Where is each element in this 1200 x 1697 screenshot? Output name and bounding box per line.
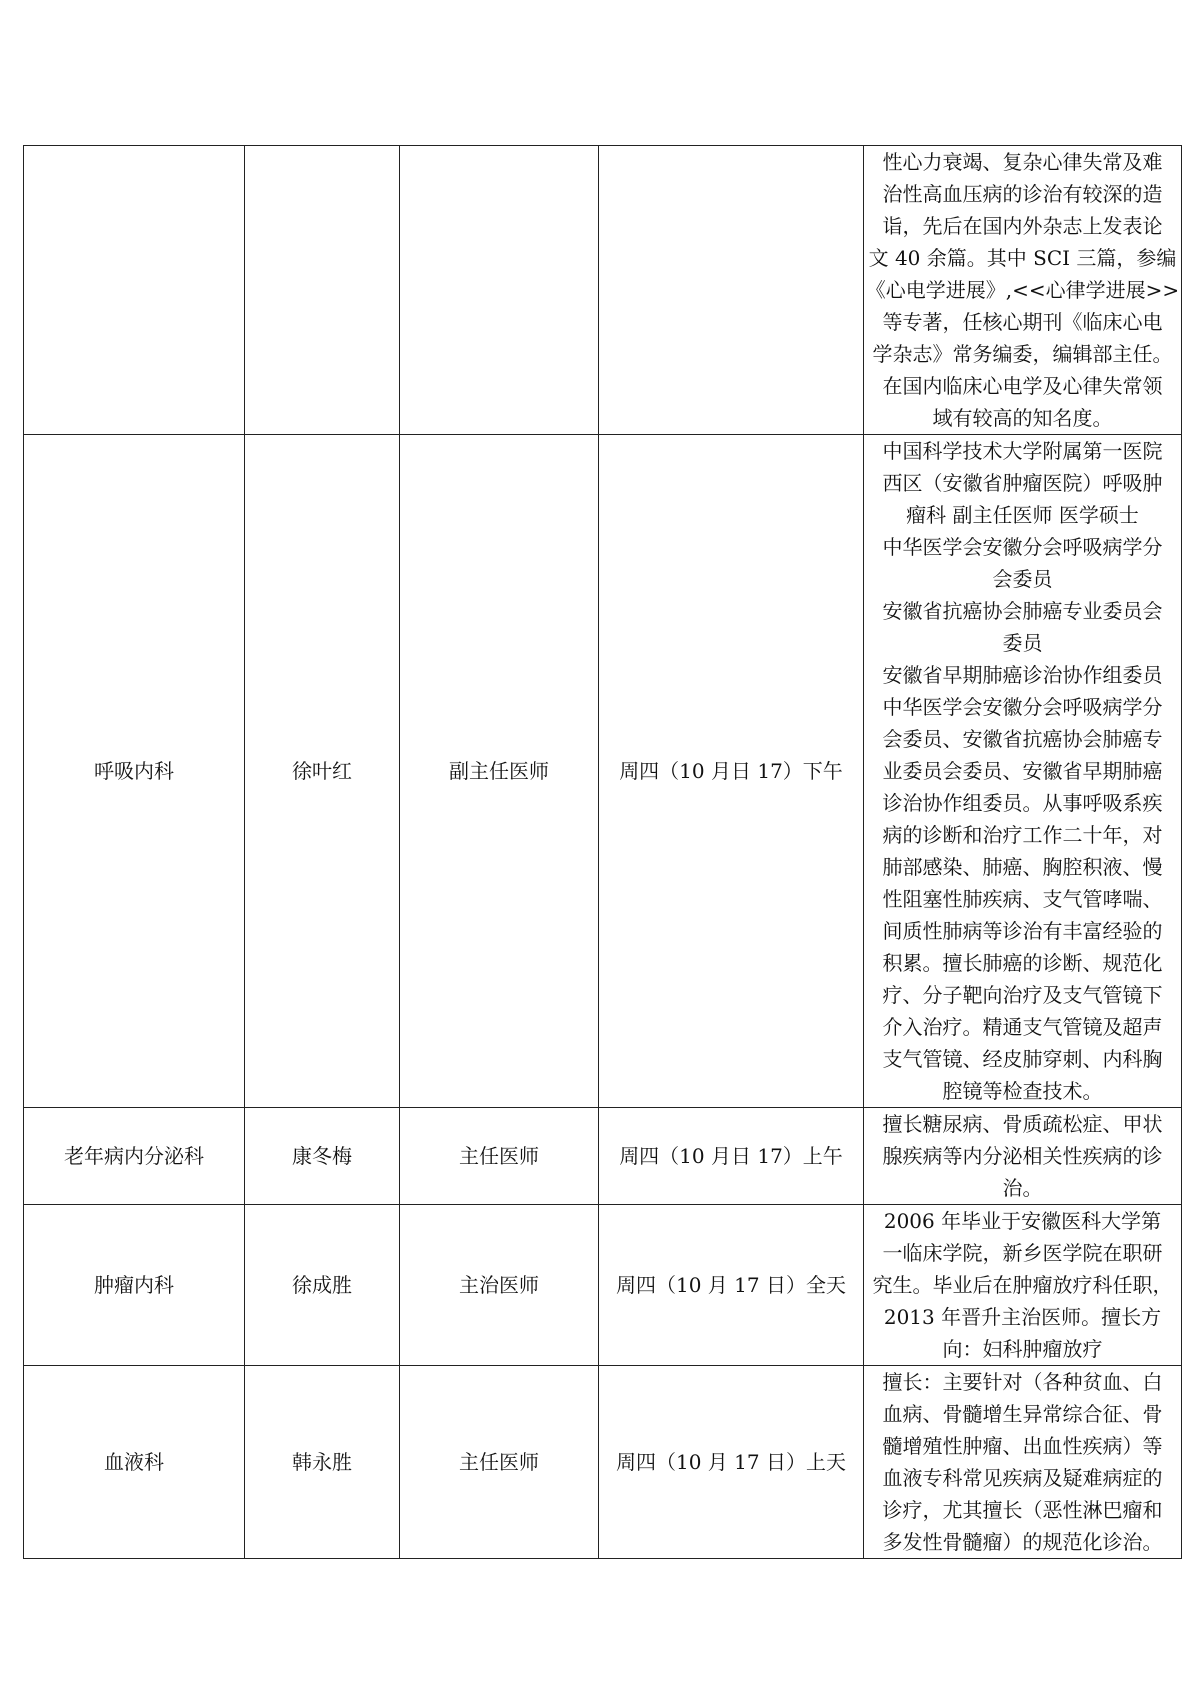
table-row (24, 146, 1182, 435)
clinic-time-cell (599, 146, 864, 435)
doctor-name-cell: 韩永胜 (245, 1366, 400, 1559)
clinic-time-cell: 周四（10 月 17 日）全天 (599, 1205, 864, 1366)
doctor-title-cell: 副主任医师 (400, 435, 599, 1108)
clinic-time-cell: 周四（10 月 17 日）上天 (599, 1366, 864, 1559)
doctor-title-cell: 主任医师 (400, 1366, 599, 1559)
department-cell: 血液科 (24, 1366, 245, 1559)
description-cell (864, 435, 1182, 1108)
description-cell (864, 1366, 1182, 1559)
description-text: 2006 年毕业于安徽医科大学第 一临床学院，新乡医学院在职研 究生。毕业后在肿瘤放疗科任职， 2013 年晋升主治医师。擅长方 向：妇科肿瘤放疗 (872, 1209, 1173, 1361)
department-cell: 老年病内分泌科 (24, 1108, 245, 1205)
doctor-title-cell (400, 146, 599, 435)
description-cell (864, 1108, 1182, 1205)
doctor-name-cell: 徐成胜 (245, 1205, 400, 1366)
doctor-name-cell: 康冬梅 (245, 1108, 400, 1205)
table-row (24, 1205, 1182, 1366)
department-cell: 呼吸内科 (24, 435, 245, 1108)
description-text: 擅长糖尿病、骨质疏松症、甲状 腺疾病等内分泌相关性疾病的诊 治。 (882, 1112, 1163, 1200)
description-text: 擅长：主要针对（各种贫血、白 血病、骨髓增生异常综合征、骨 髓增殖性肿瘤、出血性疾病）等 血液专科常见疾病及疑难病症的 诊疗，尤其擅长（恶性淋巴瘤和 多发性骨髓瘤）的规范化诊治。 (882, 1370, 1163, 1554)
doctor-name-cell: 徐叶红 (245, 435, 400, 1108)
description-text: 中国科学技术大学附属第一医院 西区（安徽省肿瘤医院）呼吸肿 瘤科 副主任医师 医学硕士 中华医学会安徽分会呼吸病学分 会委员 安徽省抗癌协会肺癌专业委员会 委员 安徽省早期肺癌诊治协作组委员 中华医学会安徽分会呼吸病学分 会委员、安徽省抗癌协会肺癌专 业委员会委员、安徽省早期肺癌 诊治协作组委员。从事呼吸系疾 病的诊断和治疗工作二十年，对 肺部感染、肺癌、胸腔积液、慢 性阻塞性肺疾病、支气管哮喘、 间质性肺病等诊治有丰富经验的 积累。擅长肺癌的诊断、规范化 疗、分子靶向治疗及支气管镜下 介入治疗。精通支气管镜及超声 支气管镜、经皮肺穿刺、内科胸 腔镜等检查技术。 (882, 439, 1163, 1103)
table-row (24, 435, 1182, 1108)
description-text: 性心力衰竭、复杂心律失常及难 治性高血压病的诊治有较深的造 诣，先后在国内外杂志上发表论 文 40 余篇。其中 SCI 三篇，参编 《心电学进展》,<<心律学进展>> 等专著，任核心期刊《临床心电 学杂志》常务编委，编辑部主任。 在国内临床心电学及心律失常领 域有较高的知名度。 (865, 150, 1180, 430)
doctor-title-cell: 主治医师 (400, 1205, 599, 1366)
department-cell: 肿瘤内科 (24, 1205, 245, 1366)
clinic-time-cell: 周四（10 月日 17）上午 (599, 1108, 864, 1205)
doctor-title-cell: 主任医师 (400, 1108, 599, 1205)
table-row (24, 1366, 1182, 1559)
description-cell (864, 1205, 1182, 1366)
doctor-name-cell (245, 146, 400, 435)
description-cell (864, 146, 1182, 435)
table-row (24, 1108, 1182, 1205)
doctor-schedule-table (23, 145, 1182, 1559)
department-cell (24, 146, 245, 435)
clinic-time-cell: 周四（10 月日 17）下午 (599, 435, 864, 1108)
